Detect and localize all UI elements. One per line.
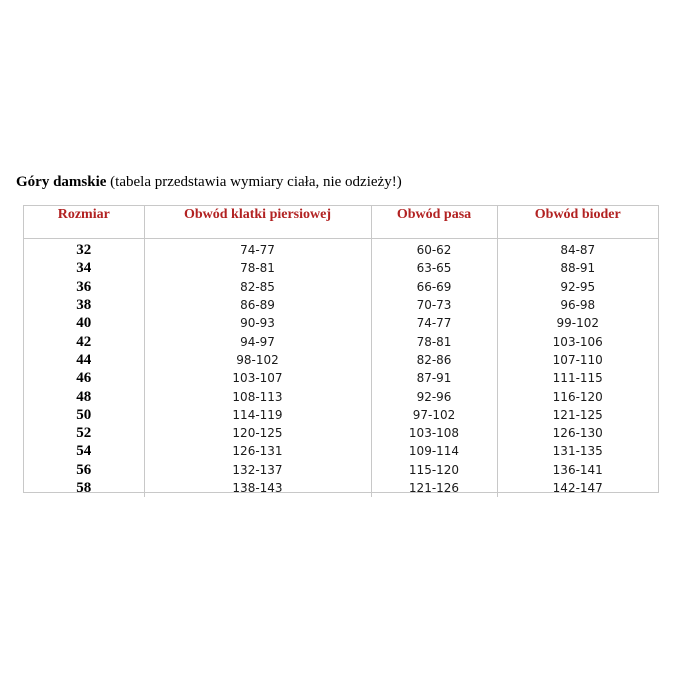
cell-size: 40 bbox=[24, 314, 144, 332]
table-row bbox=[24, 387, 658, 405]
cell-size: 48 bbox=[24, 387, 144, 405]
cell-hips: 88-91 bbox=[560, 261, 596, 276]
cell-size: 54 bbox=[24, 442, 144, 460]
table-row bbox=[24, 479, 658, 497]
table-row bbox=[24, 314, 658, 332]
cell-chest: 108-113 bbox=[144, 387, 371, 405]
cell-hips: 136-141 bbox=[552, 462, 603, 477]
header-chest: Obwód klatki piersiowej bbox=[144, 206, 371, 239]
table-row bbox=[24, 424, 658, 442]
table-row bbox=[24, 278, 658, 296]
table-row bbox=[24, 351, 658, 369]
cell-waist: 66-69 bbox=[371, 278, 497, 296]
cell-size: 50 bbox=[24, 406, 144, 424]
cell-hips: 121-125 bbox=[552, 407, 603, 422]
cell-chest: 114-119 bbox=[144, 406, 371, 424]
table-row bbox=[24, 296, 658, 314]
table-row bbox=[24, 369, 658, 387]
cell-size: 42 bbox=[24, 332, 144, 350]
cell-hips: 92-95 bbox=[560, 279, 596, 294]
cell-chest: 94-97 bbox=[144, 332, 371, 350]
cell-waist: 60-62 bbox=[371, 239, 497, 260]
cell-hips: 142-147 bbox=[552, 481, 603, 495]
cell-size: 56 bbox=[24, 461, 144, 479]
cell-waist: 103-108 bbox=[371, 424, 497, 442]
cell-waist: 78-81 bbox=[371, 332, 497, 350]
table-header-row bbox=[24, 206, 658, 239]
cell-hips: 84-87 bbox=[560, 243, 596, 258]
cell-hips: 126-130 bbox=[552, 426, 603, 441]
cell-waist: 82-86 bbox=[371, 351, 497, 369]
cell-size: 46 bbox=[24, 369, 144, 387]
cell-chest: 126-131 bbox=[144, 442, 371, 460]
cell-waist: 115-120 bbox=[371, 461, 497, 479]
cell-chest: 78-81 bbox=[144, 259, 371, 277]
cell-waist: 63-65 bbox=[371, 259, 497, 277]
cell-size: 32 bbox=[24, 239, 144, 260]
cell-hips: 96-98 bbox=[560, 298, 596, 313]
cell-hips: 131-135 bbox=[552, 444, 603, 459]
header-hips: Obwód bioder bbox=[497, 206, 658, 239]
table-row bbox=[24, 332, 658, 350]
cell-size: 52 bbox=[24, 424, 144, 442]
title-bold: Góry damskie bbox=[16, 174, 107, 190]
cell-waist: 92-96 bbox=[371, 387, 497, 405]
cell-size: 58 bbox=[24, 479, 144, 497]
cell-chest: 98-102 bbox=[144, 351, 371, 369]
cell-chest: 74-77 bbox=[144, 239, 371, 260]
cell-chest: 90-93 bbox=[144, 314, 371, 332]
table-row bbox=[24, 461, 658, 479]
cell-waist: 70-73 bbox=[371, 296, 497, 314]
cell-chest: 82-85 bbox=[144, 278, 371, 296]
cell-waist: 121-126 bbox=[371, 479, 497, 497]
table-row bbox=[24, 442, 658, 460]
cell-waist: 87-91 bbox=[371, 369, 497, 387]
cell-hips: 99-102 bbox=[556, 316, 599, 331]
cell-hips: 111-115 bbox=[552, 371, 603, 386]
table-row bbox=[24, 239, 658, 260]
cell-chest: 132-137 bbox=[144, 461, 371, 479]
cell-chest: 138-143 bbox=[144, 479, 371, 497]
cell-size: 38 bbox=[24, 296, 144, 314]
table-row bbox=[24, 406, 658, 424]
cell-chest: 120-125 bbox=[144, 424, 371, 442]
cell-waist: 109-114 bbox=[371, 442, 497, 460]
table-row bbox=[24, 259, 658, 277]
cell-chest: 86-89 bbox=[144, 296, 371, 314]
cell-hips: 103-106 bbox=[552, 334, 603, 349]
size-table bbox=[24, 206, 658, 497]
cell-size: 44 bbox=[24, 351, 144, 369]
cell-size: 36 bbox=[24, 278, 144, 296]
title-note: (tabela przedstawia wymiary ciała, nie odzieży!) bbox=[106, 174, 402, 190]
cell-chest: 103-107 bbox=[144, 369, 371, 387]
cell-size: 34 bbox=[24, 259, 144, 277]
cell-waist: 97-102 bbox=[371, 406, 497, 424]
header-size: Rozmiar bbox=[24, 206, 144, 239]
cell-hips: 107-110 bbox=[552, 352, 603, 367]
cell-hips: 116-120 bbox=[552, 389, 603, 404]
table-title bbox=[16, 174, 402, 191]
cell-waist: 74-77 bbox=[371, 314, 497, 332]
size-table-container bbox=[23, 205, 659, 496]
header-waist: Obwód pasa bbox=[371, 206, 497, 239]
